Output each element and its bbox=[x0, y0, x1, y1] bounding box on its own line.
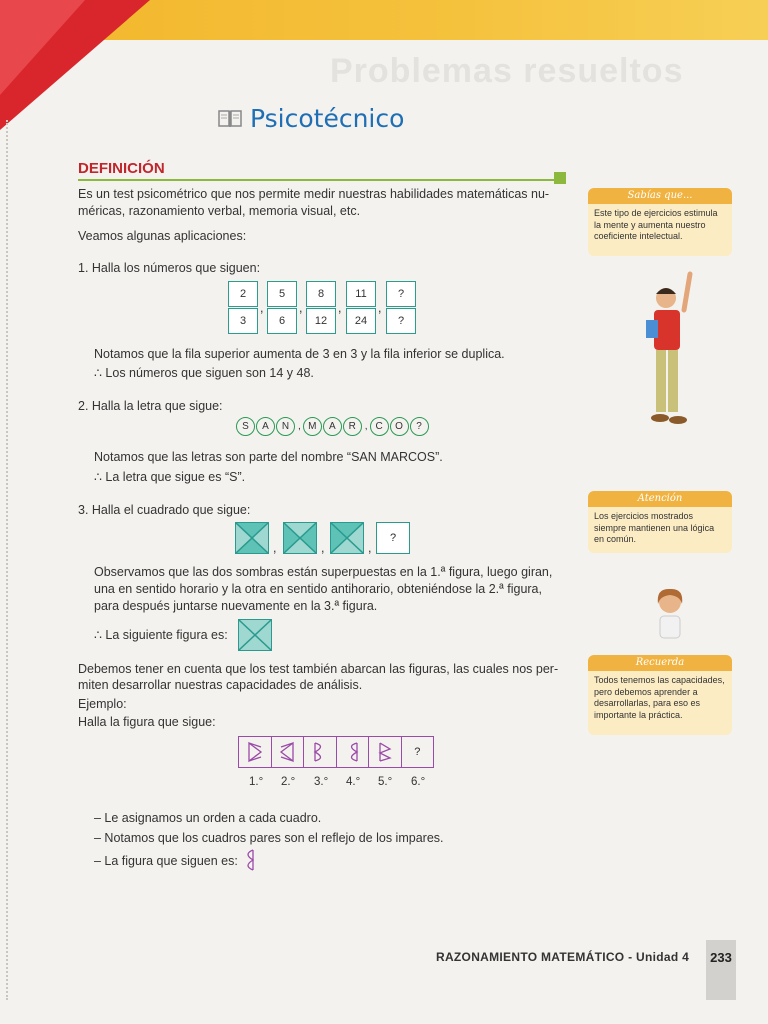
exercise-3-conclusion: ∴ La siguiente figura es: bbox=[94, 628, 228, 642]
number-cell-top: 2 bbox=[228, 281, 258, 307]
exercise-2-note: Notamos que las letras son parte del nombre “SAN MARCOS”. bbox=[94, 450, 443, 464]
letter-circle: M bbox=[303, 417, 322, 436]
number-cell-bottom: 3 bbox=[228, 308, 258, 334]
title-text: Psicotécnico bbox=[250, 104, 405, 133]
figure-sequence bbox=[238, 736, 434, 768]
separator-comma: , bbox=[260, 301, 264, 315]
tip-box-body: Este tipo de ejercicios estimula la mente y aumenta nuestro coeficiente intelectual. bbox=[594, 208, 718, 241]
number-cell-top: 11 bbox=[346, 281, 376, 307]
tip-box-sabias bbox=[588, 188, 732, 256]
tip-box-body: Los ejercicios mostrados siempre mantienen una lógica en común. bbox=[594, 511, 715, 544]
number-cell-top: ? bbox=[386, 281, 416, 307]
exercise-2-conclusion: ∴ La letra que sigue es “S”. bbox=[94, 470, 246, 484]
separator-comma: , bbox=[338, 301, 342, 315]
page-number bbox=[706, 940, 736, 1000]
separator-comma: , bbox=[298, 421, 301, 432]
figures-line-1: Debemos tener en cuenta que los test también abarcan las figuras, las cuales nos per- bbox=[78, 662, 559, 676]
letter-circle: ? bbox=[410, 417, 429, 436]
separator-comma: , bbox=[299, 301, 303, 315]
separator-comma: , bbox=[321, 541, 325, 555]
letter-circle: S bbox=[236, 417, 255, 436]
figure-2 bbox=[272, 737, 305, 767]
number-cell-top: 8 bbox=[306, 281, 336, 307]
number-cell-bottom: 24 bbox=[346, 308, 376, 334]
intro-line-2: méricas, razonamiento verbal, memoria visual, etc. bbox=[78, 204, 361, 218]
separator-comma: , bbox=[368, 541, 372, 555]
order-label: 6.° bbox=[411, 776, 426, 788]
figures-line-2: miten desarrollar nuestras capacidades de análisis. bbox=[78, 678, 363, 692]
letter-circle: A bbox=[256, 417, 275, 436]
separator-comma: , bbox=[364, 421, 368, 432]
letter-circles bbox=[236, 417, 430, 436]
exercise-3-note-3: para después juntarse nuevamente en la 3.ª figura. bbox=[94, 599, 378, 613]
number-cell-bottom: 6 bbox=[267, 308, 297, 334]
example-label: Ejemplo: bbox=[78, 697, 127, 711]
separator-comma: , bbox=[378, 301, 382, 315]
figure-3 bbox=[304, 737, 337, 767]
footer-title: RAZONAMIENTO MATEMÁTICO - Unidad 4 bbox=[436, 950, 690, 964]
corner-decoration-inner bbox=[0, 0, 85, 95]
order-label: 4.° bbox=[346, 776, 361, 788]
page-number-text: 233 bbox=[710, 950, 732, 965]
step-3: – La figura que siguen es: bbox=[94, 854, 238, 868]
tip-box-recuerda bbox=[588, 655, 732, 735]
section-marker bbox=[554, 172, 566, 184]
step-2: – Notamos que los cuadros pares son el reflejo de los impares. bbox=[94, 831, 444, 845]
example-prompt: Halla la figura que sigue: bbox=[78, 715, 216, 729]
tip-box-title: Recuerda bbox=[588, 655, 732, 671]
page-title bbox=[218, 104, 404, 133]
number-cell-top: 5 bbox=[267, 281, 297, 307]
number-cell-bottom: ? bbox=[386, 308, 416, 334]
letter-circle: N bbox=[276, 417, 295, 436]
letter-circle: C bbox=[370, 417, 389, 436]
answer-square bbox=[238, 619, 272, 651]
exercise-3-note-2: una en sentido horario y la otra en sentido antihorario, obteniéndose la 2.ª figura, bbox=[94, 582, 542, 596]
answer-figure bbox=[241, 848, 257, 872]
separator-comma: , bbox=[273, 541, 277, 555]
student-illustration bbox=[632, 268, 712, 438]
book-icon bbox=[218, 109, 242, 129]
shaded-square bbox=[235, 522, 269, 554]
tip-box-body: Todos tenemos las capacidades, pero debemos aprender a desarrollarlas, para eso es importante la práctica. bbox=[594, 675, 725, 720]
order-label: 2.° bbox=[281, 776, 296, 788]
section-rule bbox=[78, 179, 558, 181]
exercise-2-prompt: 2. Halla la letra que sigue: bbox=[78, 399, 223, 413]
unknown-square: ? bbox=[376, 522, 410, 554]
exercise-3-prompt: 3. Halla el cuadrado que sigue: bbox=[78, 503, 251, 517]
intro-line-3: Veamos algunas aplicaciones: bbox=[78, 229, 247, 243]
letter-circle: A bbox=[323, 417, 342, 436]
exercise-1-note: Notamos que la fila superior aumenta de 3 en 3 y la fila inferior se duplica. bbox=[94, 347, 505, 361]
order-label: 3.° bbox=[314, 776, 329, 788]
section-header bbox=[78, 160, 566, 177]
step-1: – Le asignamos un orden a cada cuadro. bbox=[94, 811, 322, 825]
figure-1 bbox=[239, 737, 272, 767]
tip-box-title: Sabías que... bbox=[588, 188, 732, 204]
binding-holes bbox=[6, 120, 12, 1000]
number-cell-bottom: 12 bbox=[306, 308, 336, 334]
exercise-1-prompt: 1. Halla los números que siguen: bbox=[78, 261, 261, 275]
exercise-1-conclusion: ∴ Los números que siguen son 14 y 48. bbox=[94, 366, 314, 380]
bleed-through-text: Problemas resueltos bbox=[330, 52, 684, 90]
intro-line-1: Es un test psicométrico que nos permite medir nuestras habilidades matemáticas nu- bbox=[78, 187, 550, 201]
order-label: 5.° bbox=[378, 776, 393, 788]
tip-box-atencion bbox=[588, 491, 732, 553]
figure-6: ? bbox=[414, 746, 421, 758]
figure-4 bbox=[337, 737, 370, 767]
shaded-square bbox=[330, 522, 364, 554]
exercise-3-note-1: Observamos que las dos sombras están superpuestas en la 1.ª figura, luego giran, bbox=[94, 565, 553, 579]
girl-illustration bbox=[648, 586, 692, 640]
section-heading: DEFINICIÓN bbox=[78, 160, 165, 177]
order-label: 1.° bbox=[249, 776, 264, 788]
figure-5 bbox=[369, 737, 402, 767]
shaded-square bbox=[283, 522, 317, 554]
letter-circle: R bbox=[343, 417, 362, 436]
letter-circle: O bbox=[390, 417, 409, 436]
tip-box-title: Atención bbox=[588, 491, 732, 507]
